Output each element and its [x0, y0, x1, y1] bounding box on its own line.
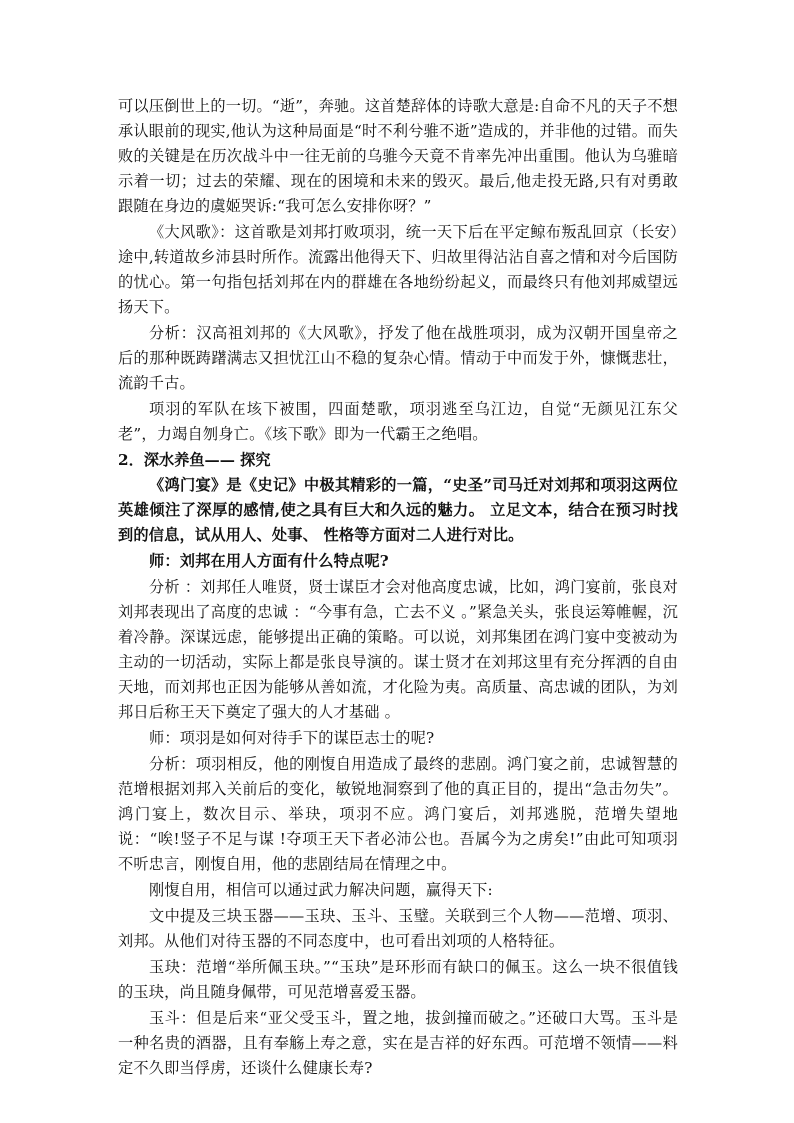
paragraph-da-feng-ge: 《大风歌》：这首歌是刘邦打败项羽，统一天下后在平定鲸布叛乱回京（长安）途中,转道故乡沛县时所作。流露出他得天下、归故里得沾沾自喜之情和对今后国防的忧心。第一句指包括刘邦在内的群雄在各地纷纷起义，而最终只有他刘邦威望远扬天下。 — [118, 223, 678, 316]
paragraph-task-prompt: 《鸿门宴》是《史记》中极其精彩的一篇，“史圣”司马迁对刘邦和项羽这两位英雄倾注了深厚的感情,使之具有巨大和久远的魅力。 立足文本，结合在预习时找到的信息，试从用人、处事、 性格等方面对二人进行对比。 — [118, 476, 678, 544]
paragraph-analysis-liu-bang: 分析 ：刘邦任人唯贤，贤士谋臣才会对他高度忠诚，比如，鸿门宴前，张良对刘邦表现出了高度的忠诚 ：“今事有急，亡去不义 。”紧急关头，张良运筹帷幄，沉着冷静。深谋远虑，能够提出正确的策略。可以说，刘邦集团在鸿门宴中变被动为主动的一切活动，实际上都是张良导演的。谋士贤才在刘邦这里有充分挥洒的自由天地，而刘邦也正因为能够从善如流，才化险为夷。高质量、高忠诚的团队，为刘邦日后称王天下奠定了强大的人才基础 。 — [118, 578, 678, 721]
paragraph-yu-jue: 玉玦：范增“举所佩玉玦。”“玉玦”是环形而有缺口的佩玉。这么一块不很值钱的玉玦，尚且随身佩带，可见范增喜爱玉器。 — [118, 958, 678, 1001]
paragraph-yu-dou: 玉斗：但是后来“亚父受玉斗，置之地，拔剑撞而破之。”还破口大骂。玉斗是一种名贵的酒器，且有奉觞上寿之意，实在是吉祥的好东西。可范增不领情——料定不久即当俘虏，还谈什么健康长寿? — [118, 1009, 678, 1077]
section-heading-explore: 2．深水养鱼—— 探究 — [118, 451, 271, 469]
paragraph-analysis-xiang-yu: 分析：项羽相反，他的刚愎自用造成了最终的悲剧。鸿门宴之前，忠诚智慧的范增根据刘邦入关前后的变化，敏锐地洞察到了他的真正目的，提出“急击勿失”。鸿门宴上，数次目示、举玦，项羽不应。鸿门宴后，刘邦逃脱，范增失望地说：“唉!竖子不足与谋 !夺项王天下者必沛公也。吾属今为之虏矣!”由此可知项羽不听忠言，刚愎自用，他的悲剧结局在情理之中。 — [118, 755, 678, 873]
paragraph-analysis-liu-bang-song: 分析：汉高祖刘邦的《大风歌》，抒发了他在战胜项羽，成为汉朝开国皇帝之后的那种既踌躇满志又担忧江山不稳的复杂心情。情动于中而发于外，慷慨悲壮，流韵千古。 — [118, 324, 678, 392]
paragraph-gai-xia-ge: 项羽的军队在垓下被围，四面楚歌，项羽逃至乌江边，自觉“无颜见江东父老”，力竭自刎身亡。《垓下歌》即为一代霸王之绝唱。 — [118, 400, 678, 443]
paragraph-stubborn-summary: 刚愎自用，相信可以通过武力解决问题，赢得天下: — [149, 881, 493, 899]
paragraph-three-jade: 文中提及三块玉器——玉玦、玉斗、玉璧。关联到三个人物——范增、项羽、刘邦。从他们对待玉器的不同态度中，也可看出刘项的人格特征。 — [118, 907, 678, 950]
paragraph-teacher-question-xiang-yu: 师：项羽是如何对待手下的谋臣志士的呢? — [149, 729, 435, 747]
paragraph-teacher-question-liu-bang: 师：刘邦在用人方面有什么特点呢? — [149, 552, 389, 570]
paragraph-xiang-yu-song-meaning: 可以压倒世上的一切。“逝”，奔驰。这首楚辞体的诗歌大意是:自命不凡的天子不想承认眼前的现实,他认为这种局面是“时不利兮骓不逝”造成的，并非他的过错。而失败的关键是在历次战斗中一往无前的乌骓今天竟不肯率先冲出重围。他认为乌骓暗示着一切；过去的荣耀、现在的困境和未来的毁灭。最后,他走投无路,只有对勇敢跟随在身边的虞姬哭诉:“我可怎么安排你呀？” — [118, 97, 678, 215]
document-body — [118, 94, 678, 1082]
